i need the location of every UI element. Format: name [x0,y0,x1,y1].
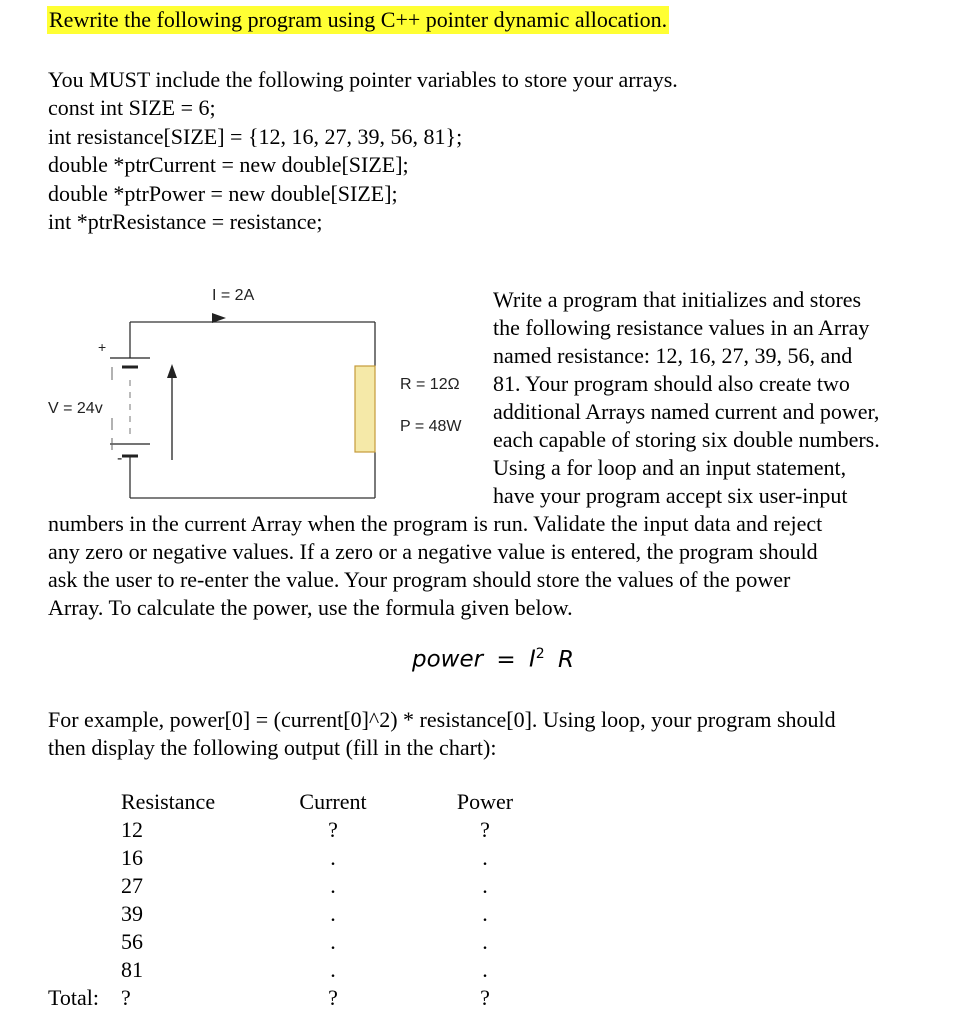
body-line: Array. To calculate the power, use the formula given below. [48,595,573,620]
voltage-label: V = 24v [48,400,103,417]
current-column [288,788,378,984]
side-text-line: Write a program that initializes and stores [493,287,862,312]
header-resistance: Resistance [121,789,216,814]
resistance-cell: 81 [121,957,143,982]
example-text [48,706,836,762]
assignment-title: Rewrite the following program using C++ pointer dynamic allocation. [49,7,668,32]
total-current: ? [328,985,338,1010]
formula-rhs: R [558,646,575,673]
code-line: double *ptrCurrent = new double[SIZE]; [48,152,409,177]
code-line: int resistance[SIZE] = {12, 16, 27, 39, 56, 81}; [48,123,463,149]
current-cell: . [330,957,336,982]
header-current: Current [299,789,367,814]
body-line: any zero or negative values. If a zero or a negative value is entered, the program should [48,539,818,564]
resistance-column [121,788,215,984]
power-column [440,788,530,984]
example-line: For example, power[0] = (current[0]^2) * resistance[0]. Using loop, your program should [48,707,836,732]
example-line: then display the following output (fill in the chart): [48,735,497,760]
power-cell: . [482,929,488,954]
current-cell: . [330,929,336,954]
intro-text: You MUST include the following pointer variables to store your arrays. [48,67,678,92]
total-resistance: ? [121,985,131,1010]
body-paragraph [48,510,822,622]
side-text [493,286,880,510]
code-line: const int SIZE = 6; [48,95,216,120]
side-text-line: 81. Your program should also create two [493,371,850,396]
power-cell: . [482,957,488,982]
power-label: P = 48W [400,418,462,435]
total-label: Total: [48,985,100,1010]
formula-exponent: 2 [535,646,545,662]
resistance-label: R = 12Ω [400,376,460,393]
voltage-arrow-icon [167,364,177,378]
power-cell: . [482,873,488,898]
resistance-cell: 39 [121,901,143,926]
plus-sign: + [98,339,107,355]
resistance-cell: 56 [121,929,143,954]
resistor [355,366,375,452]
resistance-cell: 12 [121,817,143,842]
circuit-diagram [0,270,490,520]
resistance-cell: 27 [121,873,143,898]
minus-sign: - [117,450,123,467]
side-text-line: Using a for loop and an input statement, [493,455,847,480]
side-text-line: additional Arrays named current and power, [493,399,880,424]
code-line: int *ptrResistance = resistance; [48,209,323,234]
formula-equals: = [496,646,516,673]
power-cell: . [482,901,488,926]
header-power: Power [456,789,514,814]
code-line: double *ptrPower = new double[SIZE]; [48,180,398,206]
resistance-cell: 16 [121,845,143,870]
side-text-line: named resistance: 12, 16, 27, 39, 56, and [493,343,853,368]
current-cell: . [330,845,336,870]
current-cell: ? [328,817,338,842]
side-text-line: each capable of storing six double numbers. [493,427,880,452]
side-text-line: the following resistance values in an Array [493,315,870,340]
current-label: I = 2A [212,287,255,304]
power-formula [412,646,574,673]
total-power: ? [480,985,490,1010]
formula-base: I [529,646,536,673]
side-text-line: have your program accept six user-input [493,483,848,508]
power-cell: . [482,845,488,870]
body-line: numbers in the current Array when the program is run. Validate the input data and reject [48,511,823,536]
formula-lhs: power [412,646,484,673]
body-line: ask the user to re-enter the value. Your program should store the values of the power [48,567,791,592]
current-cell: . [330,901,336,926]
code-block [48,94,462,237]
current-cell: . [330,873,336,898]
power-cell: ? [480,817,490,842]
